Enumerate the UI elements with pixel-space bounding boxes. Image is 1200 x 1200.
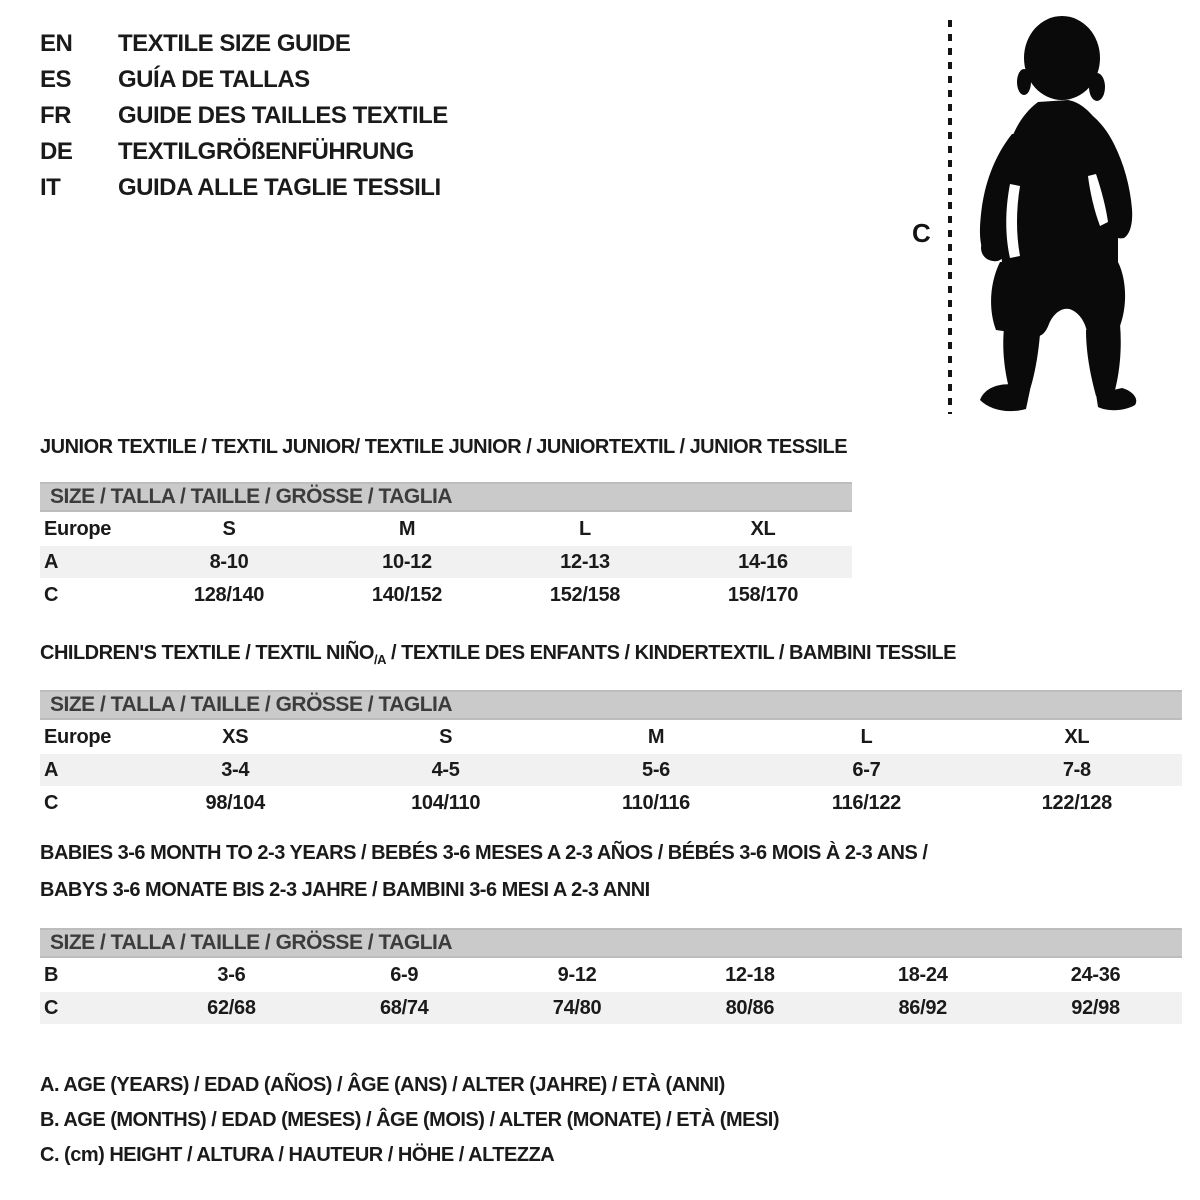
childrens-size-header-bar: SIZE / TALLA / TAILLE / GRÖSSE / TAGLIA (40, 690, 1182, 720)
language-code: DE (40, 138, 73, 165)
size-cell: XS (222, 725, 249, 748)
guide-title-es: GUÍA DE TALLAS (118, 66, 310, 93)
junior-row-height (40, 578, 852, 612)
guide-title-de: TEXTILGRÖßENFÜHRUNG (118, 138, 414, 165)
language-row-it (40, 170, 448, 206)
guide-title-it: GUIDA ALLE TAGLIE TESSILI (118, 174, 441, 201)
language-row-fr (40, 98, 448, 134)
age-cell: 7-8 (1062, 758, 1091, 781)
language-code: EN (40, 30, 73, 57)
language-code: FR (40, 102, 71, 129)
junior-size-header-bar: SIZE / TALLA / TAILLE / GRÖSSE / TAGLIA (40, 482, 852, 512)
age-cell: 10-12 (382, 550, 432, 573)
height-cell: 158/170 (727, 583, 799, 606)
size-cell: S (439, 725, 453, 748)
size-cell: M (398, 517, 416, 540)
babies-size-header-bar: SIZE / TALLA / TAILLE / GRÖSSE / TAGLIA (40, 928, 1182, 958)
age-cell: 4-5 (431, 758, 460, 781)
height-cell: 74/80 (552, 996, 602, 1019)
months-cell: 9-12 (557, 963, 597, 986)
row-label: C (44, 996, 59, 1019)
age-cell: 12-13 (560, 550, 610, 573)
height-cell: 116/122 (831, 791, 901, 814)
months-cell: 3-6 (217, 963, 246, 986)
height-cell: 128/140 (193, 583, 265, 606)
junior-row-age (40, 546, 852, 578)
age-cell: 8-10 (209, 550, 249, 573)
size-cell: S (222, 517, 236, 540)
size-cell: XL (750, 517, 776, 540)
age-cell: 3-4 (221, 758, 250, 781)
months-cell: 18-24 (897, 963, 948, 986)
months-cell: 6-9 (390, 963, 419, 986)
childrens-row-age (40, 754, 1182, 786)
babies-row-height (40, 992, 1182, 1024)
height-cell: 98/104 (205, 791, 265, 814)
age-cell: 6-7 (852, 758, 881, 781)
childrens-title-post: / TEXTILE DES ENFANTS / KINDERTEXTIL / BAMBINI TESSILE (385, 642, 956, 664)
babies-section-title-line1: BABIES 3-6 MONTH TO 2-3 YEARS / BEBÉS 3-6 MESES A 2-3 AÑOS / BÉBÉS 3-6 MOIS À 2-3 ANS / (40, 842, 928, 864)
babies-size-table (40, 928, 1182, 1024)
size-cell: L (860, 725, 873, 748)
height-cell: 104/110 (411, 791, 481, 814)
language-row-de (40, 134, 448, 170)
months-cell: 12-18 (725, 963, 775, 986)
row-label: C (44, 583, 59, 606)
height-measure-label: C (912, 218, 931, 248)
row-label: Europe (44, 517, 112, 540)
childrens-section-title (40, 642, 956, 667)
row-label: B (44, 963, 59, 986)
childrens-size-table (40, 690, 1182, 820)
childrens-title-pre: CHILDREN'S TEXTILE / TEXTIL NIÑO (40, 642, 374, 664)
guide-title-fr: GUIDE DES TAILLES TEXTILE (118, 102, 448, 129)
language-row-en (40, 26, 448, 62)
size-cell: M (647, 725, 665, 748)
age-cell: 5-6 (642, 758, 671, 781)
baby-silhouette-figure (900, 14, 1160, 418)
junior-section-title: JUNIOR TEXTILE / TEXTIL JUNIOR/ TEXTILE JUNIOR / JUNIORTEXTIL / JUNIOR TESSILE (40, 436, 848, 458)
row-label: A (44, 758, 59, 781)
size-cell: XL (1064, 725, 1090, 748)
language-code: ES (40, 66, 72, 93)
junior-row-europe (40, 512, 852, 546)
childrens-row-height (40, 786, 1182, 820)
language-code: IT (40, 174, 61, 201)
childrens-row-europe (40, 720, 1182, 754)
height-cell: 152/158 (549, 583, 621, 606)
row-label: A (44, 550, 59, 573)
baby-silhouette (980, 16, 1136, 411)
months-cell: 24-36 (1070, 963, 1121, 986)
row-label: Europe (44, 725, 112, 748)
height-cell: 80/86 (725, 996, 775, 1019)
height-cell: 68/74 (379, 996, 429, 1019)
age-cell: 14-16 (738, 550, 788, 573)
height-cell: 122/128 (1041, 791, 1112, 814)
height-cell: 140/152 (371, 583, 443, 606)
legend-height-cm: C. (cm) HEIGHT / ALTURA / HAUTEUR / HÖHE / ALTEZZA (40, 1144, 555, 1166)
legend-age-years: A. AGE (YEARS) / EDAD (AÑOS) / ÂGE (ANS) / ALTER (JAHRE) / ETÀ (ANNI) (40, 1074, 725, 1096)
height-cell: 86/92 (898, 996, 947, 1019)
language-row-es (40, 62, 448, 98)
measure-legend (40, 1068, 779, 1173)
row-label: C (44, 791, 59, 814)
size-cell: L (579, 517, 591, 540)
childrens-title-sub: /A (373, 652, 386, 667)
height-cell: 110/116 (622, 791, 691, 814)
height-cell: 92/98 (1071, 996, 1120, 1019)
legend-age-months: B. AGE (MONTHS) / EDAD (MESES) / ÂGE (MOIS) / ALTER (MONATE) / ETÀ (MESI) (40, 1109, 780, 1131)
height-cell: 62/68 (207, 996, 256, 1019)
babies-row-months (40, 958, 1182, 992)
babies-section-title-line2: BABYS 3-6 MONATE BIS 2-3 JAHRE / BAMBINI 3-6 MESI A 2-3 ANNI (40, 879, 650, 901)
language-title-list (40, 26, 448, 206)
guide-title-en: TEXTILE SIZE GUIDE (118, 30, 351, 57)
junior-size-table (40, 482, 852, 612)
